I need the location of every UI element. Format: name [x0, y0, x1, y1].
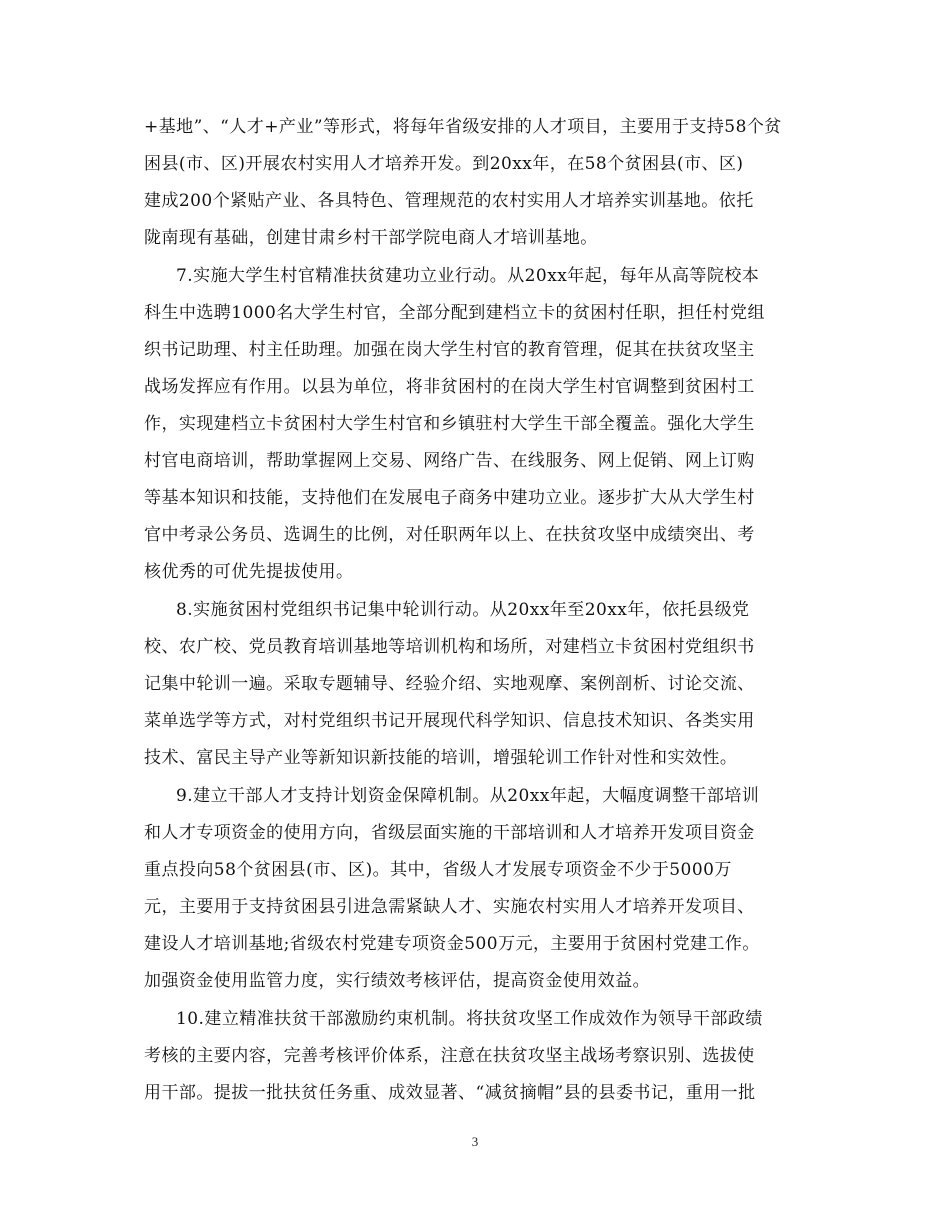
text-line: 作，实现建档立卡贫困村大学生村官和乡镇驻村大学生干部全覆盖。强化大学生	[144, 414, 755, 434]
text-line: 困县(市、区)开展农村实用人才培养开发。到20xx年，在58个贫困县(市、区)	[144, 154, 744, 174]
text-line: 科生中选聘1000名大学生村官，全部分配到建档立卡的贫困村任职，担任村党组	[144, 303, 765, 323]
text-line: +基地”、“人才+产业”等形式，将每年省级安排的人才项目，主要用于支持58个贫	[144, 117, 782, 137]
text-line: 战场发挥应有作用。以县为单位，将非贫困村的在岗大学生村官调整到贫困村工	[144, 377, 755, 397]
text-line: 元，主要用于支持贫困县引进急需紧缺人才、实施农村实用人才培养开发项目、	[144, 897, 755, 917]
text-line: 核优秀的可优先提拔使用。	[144, 562, 354, 582]
text-line: 织书记助理、村主任助理。加强在岗大学生村官的教育管理，促其在扶贫攻坚主	[144, 340, 755, 360]
page-number: 3	[471, 1134, 479, 1149]
text-line: 用干部。提拔一批扶贫任务重、成效显著、“减贫摘帽”县的县委书记，重用一批	[144, 1083, 756, 1103]
text-line: 建设人才培训基地;省级农村党建专项资金500万元，主要用于贫困村党建工作。	[144, 934, 760, 954]
paragraph-9-first-line: 9.建立干部人才支持计划资金保障机制。从20xx年起，大幅度调整干部培训	[176, 786, 760, 806]
paragraph-10-first-line: 10.建立精准扶贫干部激励约束机制。将扶贫攻坚工作成效作为领导干部政绩	[176, 1009, 763, 1029]
text-line: 官中考录公务员、选调生的比例，对任职两年以上、在扶贫攻坚中成绩突出、考	[144, 525, 755, 545]
paragraph-7-first-line: 7.实施大学生村官精准扶贫建功立业行动。从20xx年起，每年从高等院校本	[176, 266, 760, 286]
text-line: 建成200个紧贴产业、各具特色、管理规范的农村实用人才培养实训基地。依托	[144, 191, 754, 211]
text-line: 加强资金使用监管力度，实行绩效考核评估，提高资金使用效益。	[144, 971, 651, 991]
text-line: 陇南现有基础，创建甘肃乡村干部学院电商人才培训基地。	[144, 228, 598, 248]
text-line: 菜单选学等方式，对村党组织书记开展现代科学知识、信息技术知识、各类实用	[144, 711, 755, 731]
text-line: 记集中轮训一遍。采取专题辅导、经验介绍、实地观摩、案例剖析、讨论交流、	[144, 674, 755, 694]
text-line: 校、农广校、党员教育培训基地等培训机构和场所，对建档立卡贫困村党组织书	[144, 637, 755, 657]
paragraph-8-first-line: 8.实施贫困村党组织书记集中轮训行动。从20xx年至20xx年，依托县级党	[176, 600, 750, 620]
text-line: 技术、富民主导产业等新知识新技能的培训，增强轮训工作针对性和实效性。	[144, 748, 738, 768]
text-line: 考核的主要内容，完善考核评价体系，注意在扶贫攻坚主战场考察识别、选拔使	[144, 1046, 755, 1066]
text-line: 村官电商培训，帮助掌握网上交易、网络广告、在线服务、网上促销、网上订购	[144, 451, 755, 471]
text-line: 等基本知识和技能，支持他们在发展电子商务中建功立业。逐步扩大从大学生村	[144, 488, 755, 508]
text-line: 重点投向58个贫困县(市、区)。其中，省级人才发展专项资金不少于5000万	[144, 860, 732, 880]
text-line: 和人才专项资金的使用方向，省级层面实施的干部培训和人才培养开发项目资金	[144, 823, 755, 843]
